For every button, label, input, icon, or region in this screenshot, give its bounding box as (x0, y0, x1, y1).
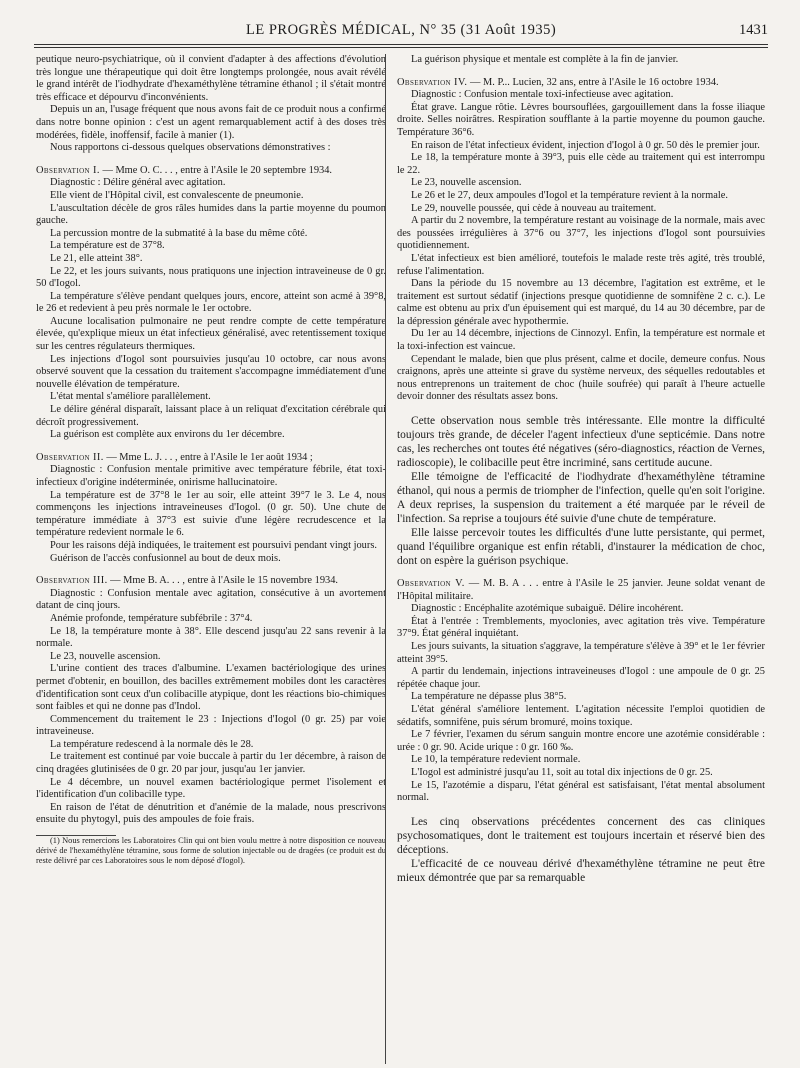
body-paragraph: Le 18, la température monte à 38°. Elle descend jusqu'au 22 sans revenir à la normale. (36, 625, 386, 650)
left-column-body (36, 54, 386, 827)
header-rule-double (34, 47, 768, 48)
body-paragraph: Elle vient de l'Hôpital civil, est convalescente de pneumonie. (50, 189, 304, 201)
body-paragraph: Depuis un an, l'usage fréquent que nous avons fait de ce produit nous a confirmé dans notre bonne opinion : c'est un agent remarquablement actif à des doses très modérées, fidèle, inoffensif, facile à manier (1). (36, 104, 386, 141)
body-paragraph: Dans la période du 15 novembre au 13 décembre, l'agitation est extrême, et le traitement est surtout sédatif (injections presque quotidienne de somnifène 2 c. c.). Le calme est obtenu au prix d'un épuisement qui est marqué, du 14 au 30 décembre, par de la dépression générale avec hypothermie. (397, 278, 765, 327)
body-paragraph: Aucune localisation pulmonaire ne peut rendre compte de cette température élevée, qu'explique mieux un état infectieux généralisé, avec retentissement toxique sur les centres régulateurs thermiques. (36, 315, 386, 353)
body-paragraph: L'auscultation décèle de gros râles humides dans la partie moyenne du poumon gauche. (36, 202, 386, 227)
commentary-block (397, 414, 765, 470)
body-paragraph: Le 29, nouvelle poussée, qui cède à nouveau au traitement. (411, 202, 657, 214)
body-paragraph: Diagnostic : Confusion mentale avec agitation, consécutive à un avortement datant de cinq jours. (36, 587, 386, 612)
section-gap (397, 805, 765, 815)
body-paragraph: La température ne dépasse plus 38°5. (411, 691, 567, 703)
body-paragraph: La température est de 37°8 le 1er au soir, elle atteint 39°7 le 3. Le 4, nous commençons les injections intraveineuses d'Iogol. (0 gr. 50). Une chute de température immédiate à 37°3 est suivie d'une légère recrudescence et la température redevient normale le 6. (36, 489, 386, 539)
body-paragraph: L'état général s'améliore lentement. L'agitation nécessite l'emploi quotidien de sédatifs, somnifène, puis sérum bromuré, moins toxique. (397, 703, 765, 728)
observation-intro: — M. B. A . . . entre à l'Asile le 25 janvier. Jeune soldat venant de l'Hôpital militaire. (397, 578, 765, 602)
column-divider (385, 54, 386, 1064)
observation-label: Observation V. (397, 578, 465, 590)
observation-label: Observation III. (36, 575, 108, 587)
body-paragraph: Le 7 février, l'examen du sérum sanguin montre encore une azotémie considérable : urée : 0 gr. 90. Acide urique : 0 gr. 160 ‰. (397, 729, 765, 753)
body-paragraph: L'urine contient des traces d'albumine. L'examen bactériologique des urines permet d'obtenir, en bouillon, des bacilles extrêmement mobiles dont les caractères d'identification sont ceux d'un colibacille atypique, dont les réactions bio-chimiques sont faibles et qui ne donne pas d'Indol. (36, 663, 386, 713)
observation-label: Observation IV. (397, 76, 468, 88)
running-title: LE PROGRÈS MÉDICAL, N° 35 (31 Août 1935) (246, 22, 557, 38)
commentary-block (397, 815, 765, 857)
body-paragraph: En raison de l'état infectieux évident, injection d'Iogol à 0 gr. 50 dès le premier jour. (411, 139, 760, 151)
right-column (397, 54, 765, 885)
body-paragraph: Diagnostic : Confusion mentale toxi-infectieuse avec agitation. (411, 89, 674, 101)
body-paragraph: A partir du 2 novembre, la température restant au voisinage de la normale, mais avec des poussées irrégulières à 37°6 ou 37°7, les injections d'Iogol sont poursuivies quotidiennement. (397, 215, 765, 252)
body-paragraph: Du 1er au 14 décembre, injections de Cinnozyl. Enfin, la température est normale et la toxi-infection est vaincue. (397, 328, 765, 353)
body-paragraph: Le 18, la température monte à 39°3, puis elle cède au traitement qui est interrompu le 22. (397, 152, 765, 176)
body-paragraph: Anémie profonde, température subfébrile : 37°4. (50, 612, 253, 624)
body-paragraph: Le 21, elle atteint 38°. (50, 252, 143, 264)
body-paragraph: La guérison physique et mentale est complète à la fin de janvier. (411, 54, 679, 65)
commentary-paragraph: Cette observation nous semble très intéressante. Elle montre la difficulté toujours très grande, de déceler l'agent infectieux d'une septicémie. Dans notre cas, les recherches ont toutes été négatives (séro-diagnostics, réaction de Vernes, radioscopie), le colibacille peut être incriminé, sans certitude aucune. (397, 415, 765, 470)
body-paragraph: Nous rapportons ci-dessous quelques observations démonstratives : (50, 142, 331, 154)
observation-heading (36, 452, 386, 465)
body-paragraph: Commencement du traitement le 23 : Injections d'Iogol (0 gr. 25) par voie intraveineuse. (36, 713, 386, 738)
body-paragraph: A partir du lendemain, injections intraveineuses d'Iogol : une ampoule de 0 gr. 25 répétée chaque jour. (397, 666, 765, 690)
body-paragraph: Le traitement est continué par voie buccale à partir du 1er décembre, à raison de cinq dragées glutinisées de 0 gr. 20 par jour, jusqu'au 1er janvier. (36, 751, 386, 776)
body-paragraph: En raison de l'état de dénutrition et d'anémie de la malade, nous prescrivons ensuite du phytogyl, puis des ampoules de foie frais. (36, 801, 386, 826)
body-paragraph: Le 4 décembre, un nouvel examen bactériologique permet l'isolement et l'identification d'un colibacille type. (36, 776, 386, 801)
commentary-block (397, 470, 765, 526)
left-column (36, 54, 386, 867)
page-header (34, 22, 768, 44)
observation-intro: — M. P... Lucien, 32 ans, entre à l'Asile le 16 octobre 1934. (467, 76, 719, 88)
commentary-block (397, 857, 765, 885)
commentary-paragraph: Elle laisse percevoir toutes les difficultés d'une lutte persistante, qui permet, quand l'équilibre organique est enfin rétabli, d'instaurer la médication de choc, dont on espère la guérison psychique. (397, 527, 765, 568)
observation-heading (36, 575, 386, 588)
body-paragraph: Le 10, la température redevient normale. (411, 754, 581, 766)
body-paragraph: La température redescend à la normale dès le 28. (50, 738, 254, 750)
body-paragraph: L'Iogol est administré jusqu'au 11, soit au total dix injections de 0 gr. 25. (411, 766, 713, 778)
body-paragraph: Le délire général disparaît, laissant place à un reliquat d'excitation cérébrale qui décroît progressivement. (36, 404, 386, 428)
commentary-paragraph: L'efficacité de ce nouveau dérivé d'hexaméthylène tétramine ne peut être mieux démontrée que par sa remarquable (397, 857, 765, 884)
body-paragraph: Le 26 et le 27, deux ampoules d'Iogol et la température revient à la normale. (411, 189, 728, 201)
right-column-body (397, 54, 765, 885)
observation-intro: — Mme L. J. . . , entre à l'Asile le 1er août 1934 ; (103, 451, 313, 463)
body-paragraph: Guérison de l'accès confusionnel au bout de deux mois. (50, 552, 281, 564)
body-paragraph: La percussion montre de la submatité à la base du même côté. (50, 227, 308, 239)
body-paragraph: La température s'élève pendant quelques jours, encore, atteint son acmé à 39°8, le 26 et redevient à peu près normale le 1er octobre. (36, 290, 386, 315)
body-paragraph: Le 22, et les jours suivants, nous pratiquons une injection intraveineuse de 0 gr. 50 d'Iogol. (36, 265, 386, 290)
footnote: (1) Nous remercions les Laboratoires Clin qui ont bien voulu mettre à notre disposition ce nouveau dérivé de l'hexaméthylène tétramine, sous forme de solution injectable ou de dragées (ce produit est du reste délivré par ces Laboratoires sous le nom déposé d'Iogol). (36, 836, 386, 866)
body-paragraph: État à l'entrée : Tremblements, myoclonies, avec agitation très vive. Température 37°9. État général inquiétant. (397, 615, 765, 640)
body-paragraph: L'état infectieux est bien amélioré, toutefois le malade reste très agité, très troublé, refuse l'alimentation. (397, 252, 765, 277)
body-paragraph: La guérison est complète aux environs du 1er décembre. (50, 429, 285, 441)
body-paragraph: Diagnostic : Délire général avec agitation. (50, 177, 226, 189)
observation-intro: — Mme B. A. . . , entre à l'Asile le 15 novembre 1934. (107, 575, 339, 587)
observation-label: Observation I. (36, 164, 100, 176)
header-rule (34, 44, 768, 45)
body-paragraph: Pour les raisons déjà indiquées, le traitement est poursuivi pendant vingt jours. (50, 539, 377, 551)
observation-heading (397, 578, 765, 603)
body-paragraph: peutique neuro-psychiatrique, où il convient d'adapter à des affections d'évolution très longue une thérapeutique qui doit être longtemps prolongée, nous avait révélé le grand intérêt de l'iodhydrate d'hexaméthylène tétramine éthanol ; il s'était montré très efficace et dépourvu d'inconvénients. (36, 54, 386, 103)
body-paragraph: L'état mental s'améliore parallèlement. (50, 391, 211, 403)
section-gap (397, 404, 765, 414)
commentary-block (397, 526, 765, 568)
body-paragraph: Diagnostic : Encéphalite azotémique subaiguë. Délire incohérent. (411, 603, 684, 615)
body-paragraph: Diagnostic : Confusion mentale primitive avec température fébrile, état toxi-infectieux d'origine indéterminée, onirisme hallucinatoire. (36, 464, 386, 488)
body-paragraph: Les jours suivants, la situation s'aggrave, la température s'élève à 39° et le 1er février atteint 39°5. (397, 641, 765, 665)
body-paragraph: La température est de 37°8. (50, 240, 165, 252)
body-paragraph: Le 15, l'azotémie a disparu, l'état général est satisfaisant, l'état mental absolument normal. (397, 779, 765, 804)
observation-intro: — Mme O. C. . . , entre à l'Asile le 20 septembre 1934. (99, 164, 333, 176)
observation-label: Observation II. (36, 451, 104, 463)
body-paragraph: État grave. Langue rôtie. Lèvres boursouflées, gargouillement dans la fosse iliaque droite. Selles noirâtres. Respiration soufflante à la partie moyenne du poumon gauche. Température 36°6. (397, 101, 765, 138)
commentary-paragraph: Elle témoigne de l'efficacité de l'iodhydrate d'hexaméthylène tétramine éthanol, qui nous a permis de triompher de l'infection, quelle qu'en soit l'origine. A deux reprises, la suspension du traitement a été marquée par le réveil de l'infection. Sa reprise a toujours été suivie d'une chute de température. (397, 471, 765, 526)
body-paragraph: Les injections d'Iogol sont poursuivies jusqu'au 10 octobre, car nous avons observé souvent que la cessation du traitement s'accompagne immédiatement d'une nouvelle élévation de température. (36, 353, 386, 390)
observation-heading (36, 165, 386, 178)
page-number: 1431 (739, 22, 768, 38)
body-paragraph: Cependant le malade, bien que plus présent, calme et docile, demeure confus. Nous craignons, après une atteinte si grave du système nerveux, des séquelles redoutables et nous entreprenons un traitement de choc (huile soufrée) qui paraît à l'heure actuelle devoir donner des résultats assez bons. (397, 353, 765, 403)
commentary-paragraph: Les cinq observations précédentes concernent des cas cliniques psychosomatiques, dont le traitement est toujours incertain et réservé bien des déceptions. (397, 815, 765, 856)
body-paragraph: Le 23, nouvelle ascension. (50, 650, 161, 662)
body-paragraph: Le 23, nouvelle ascension. (411, 177, 522, 189)
observation-heading (397, 77, 765, 90)
